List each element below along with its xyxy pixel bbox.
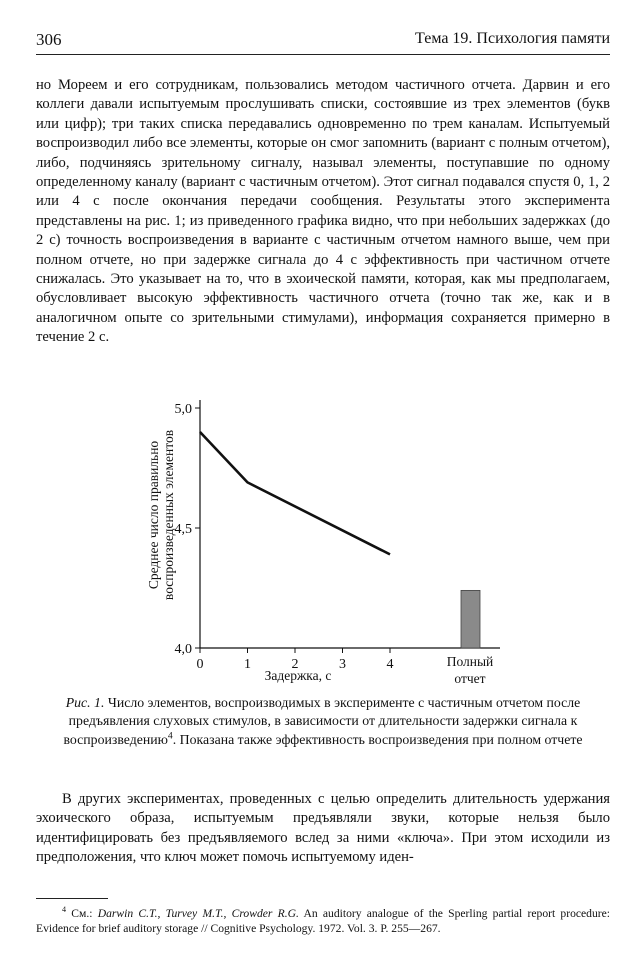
running-title: Тема 19. Психология памяти bbox=[415, 30, 610, 47]
page-header bbox=[36, 28, 610, 55]
figure-1-chart bbox=[130, 390, 530, 690]
y-tick-label: 5,0 bbox=[174, 402, 192, 417]
caption-text: Число элементов, воспроизводимых в эксперименте с частичным отчетом после предъявления слуховых стимулов, в зависимости от длительности задержки сигнала к воспроизведению bbox=[63, 695, 581, 747]
page-number: 306 bbox=[36, 30, 62, 49]
full-report-label-line1: Полный bbox=[446, 654, 494, 669]
chart-marks bbox=[200, 432, 480, 648]
chart-ticks bbox=[175, 402, 394, 672]
full-report-bar bbox=[461, 590, 480, 648]
y-tick-label: 4,0 bbox=[174, 642, 192, 657]
footnote bbox=[36, 906, 610, 937]
partial-report-line bbox=[200, 432, 390, 554]
footnote-rule bbox=[36, 898, 108, 899]
x-tick-label: 3 bbox=[339, 657, 346, 672]
figure-label: Рис. 1. bbox=[65, 695, 105, 710]
chart-axes bbox=[200, 400, 500, 648]
footnote-text: An auditory analogue of the Sperling partial report procedure: Evidence for brief auditory storage // Cognitive Psychology. 1972. Vol. 3. P. 255—267. bbox=[36, 907, 610, 936]
full-report-label-line2: отчет bbox=[454, 671, 486, 686]
y-axis-label-line2: воспроизведенных элементов bbox=[161, 429, 176, 601]
caption-text-end: . Показана также эффективность воспроизведения при полном отчете bbox=[172, 731, 583, 747]
body-paragraph-2: В других экспериментах, проведенных с целью определить длительность удержания эхоического образа, испытуемым предъявляли звуки, которые нельзя было идентифицировать без предъявляемого вслед за ними «ключа». При этом исходили из предположения, что ключ может помочь испытуемому иден- bbox=[36, 791, 610, 866]
footnote-authors: Darwin C.T., Turvey M.T., Crowder R.G. bbox=[97, 907, 299, 920]
x-axis-label: Задержка, с bbox=[264, 668, 332, 683]
y-tick-label: 4,5 bbox=[174, 522, 192, 537]
footnote-marker: 4 bbox=[62, 905, 67, 915]
x-tick-label: 1 bbox=[244, 657, 251, 672]
x-tick-label: 0 bbox=[196, 657, 204, 672]
y-axis-label-line1: Среднее число правильно bbox=[146, 440, 161, 590]
body-paragraph-1: но Мореем и его сотрудникам, пользовались методом частичного отчета. Дарвин и его коллеги давали испытуемым прослушивать списки, состоявшие из трех элементов (букв или цифр); три таких списка передавались одновременно по трем каналам. Испытуемый воспроизводил либо все элементы, которые он смог запомнить (вариант с полным отчетом), либо, подчиняясь зрительному сигналу, называл элементы, поступавшие по одному определенному каналу (вариант с частичным отчетом). Этот сигнал подавался спустя 0, 1, 2 или 4 с после окончания передачи сообщения. Результаты этого эксперимента представлены на рис. 1; из приведенного графика видно, что при небольших задержках (до 2 с) точность воспроизведения в варианте с частичным отчетом намного выше, чем при полном отчете, но при задержке сигнала до 4 с эффективность при частичном отчете снижалась. Это указывает на то, что в эхоической памяти, которая, как мы предполагаем, обусловливает высокую эффективность частичного отчета (точно так же, как и в аналогичном опыте со зрительными стимулами), информация сохраняется примерно в течение 2 с. bbox=[36, 77, 610, 346]
footnote-prefix: См.: bbox=[66, 907, 98, 920]
x-tick-label: 2 bbox=[291, 657, 299, 672]
figure-caption bbox=[46, 694, 600, 749]
caption-footnote-ref: 4 bbox=[167, 730, 173, 742]
x-tick-label: 4 bbox=[386, 657, 394, 672]
